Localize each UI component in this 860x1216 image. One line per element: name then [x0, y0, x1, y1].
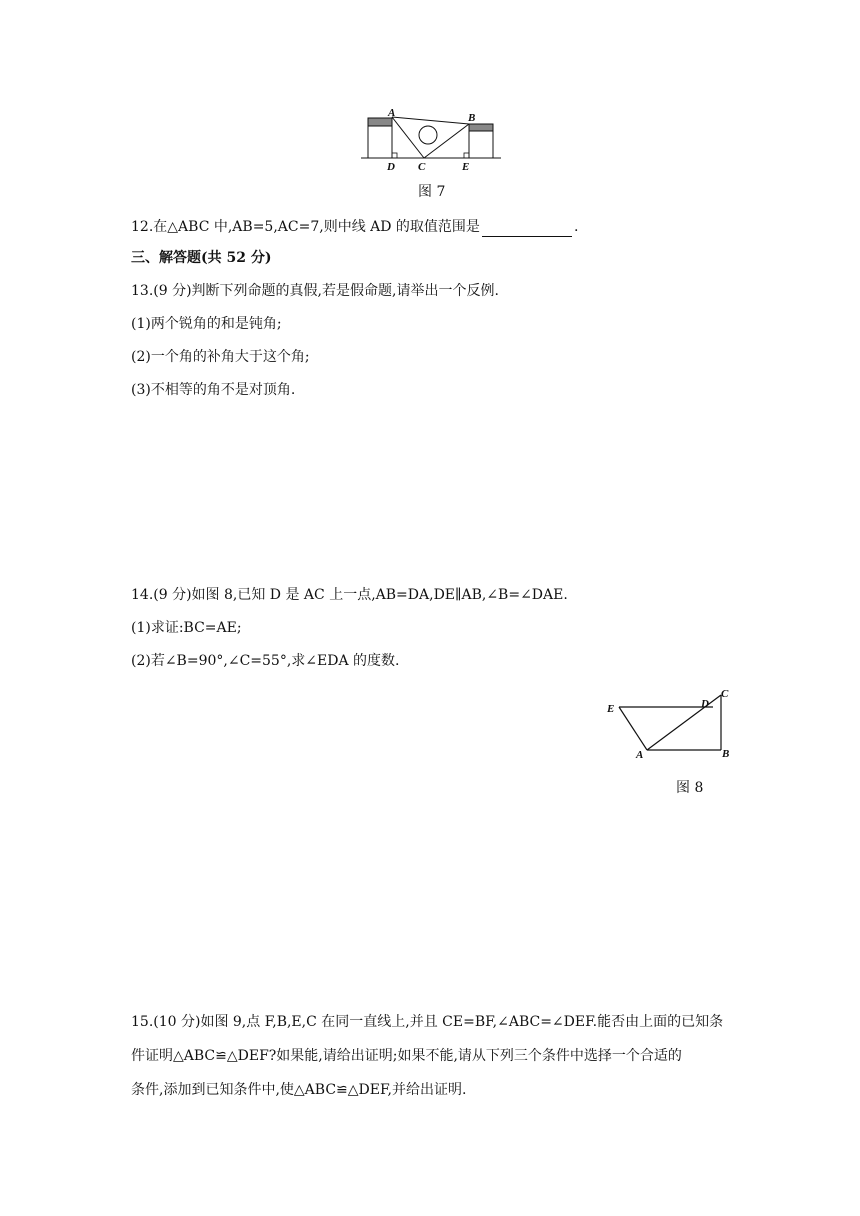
label-b: B	[468, 112, 476, 124]
section-title: 三、解答题(共 52 分)	[131, 250, 272, 266]
label-e: E	[462, 161, 470, 173]
figure-8-caption: 图 8	[676, 780, 704, 796]
label-d: D	[387, 161, 395, 173]
left-wall-top	[368, 118, 392, 126]
label-a: A	[388, 108, 396, 119]
question-14-stem: 14.(9 分)如图 8,已知 D 是 AC 上一点,AB=DA,DE∥AB,∠B=∠DAE.	[131, 587, 568, 603]
question-13-item-3: (3)不相等的角不是对顶角.	[131, 382, 296, 398]
question-14-item-1: (1)求证:BC=AE;	[131, 620, 242, 636]
question-15-line-2: 件证明△ABC≌△DEF?如果能,请给出证明;如果不能,请从下列三个条件中选择一个合适的	[131, 1048, 682, 1064]
label-e: E	[607, 703, 615, 715]
label-d: D	[701, 698, 709, 710]
question-12-text: 12.在△ABC 中,AB=5,AC=7,则中线 AD 的取值范围是	[131, 219, 480, 235]
ball	[419, 126, 437, 144]
label-a: A	[636, 749, 644, 761]
question-12-end: .	[573, 219, 579, 235]
right-wall-top	[469, 124, 493, 131]
question-13-item-1: (1)两个锐角的和是钝角;	[131, 316, 282, 332]
answer-blank[interactable]	[482, 222, 572, 237]
segment-ac	[647, 695, 721, 750]
right-angle-e	[464, 153, 469, 158]
question-12	[131, 217, 578, 237]
label-c: C	[418, 161, 426, 173]
question-15-line-3: 条件,添加到已知条件中,使△ABC≌△DEF,并给出证明.	[131, 1082, 467, 1098]
figure-7-diagram	[355, 108, 505, 174]
segment-ea	[619, 707, 647, 750]
right-angle-d	[392, 153, 397, 158]
question-15-line-1: 15.(10 分)如图 9,点 F,B,E,C 在同一直线上,并且 CE=BF,∠ABC=∠DEF.能否由上面的已知条	[131, 1014, 724, 1030]
segment-ab	[392, 117, 469, 124]
question-13-item-2: (2)一个角的补角大于这个角;	[131, 349, 310, 365]
label-b: B	[722, 748, 730, 760]
label-c: C	[721, 688, 729, 700]
figure-8-diagram	[600, 683, 745, 763]
figure-7-caption: 图 7	[418, 184, 446, 200]
question-14-item-2: (2)若∠B=90°,∠C=55°,求∠EDA 的度数.	[131, 653, 400, 669]
question-13-stem: 13.(9 分)判断下列命题的真假,若是假命题,请举出一个反例.	[131, 283, 499, 299]
